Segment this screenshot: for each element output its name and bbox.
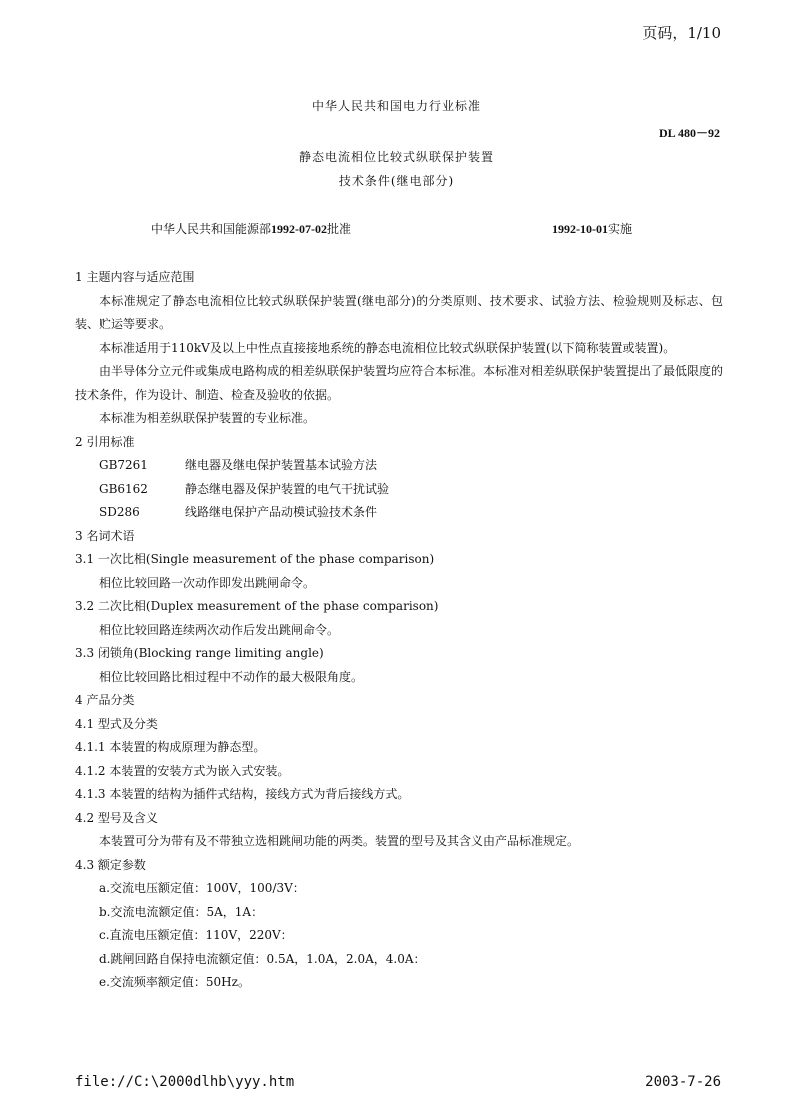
rating-item: b.交流电流额定值：5A，1A： — [99, 904, 264, 919]
definition-text: 相位比较回路连续两次动作后发出跳闸命令。 — [99, 622, 340, 637]
document-subtitle: 技术条件(继电部分) — [338, 174, 455, 188]
reference-title: 线路继电保护产品动模试验技术条件 — [185, 505, 378, 519]
rating-item: a.交流电压额定值：100V，100/3V： — [99, 881, 305, 895]
implementation-suffix: 实施 — [608, 222, 633, 236]
clause: 4.1.3 本装置的结构为插件式结构，接线方式为背后接线方式。 — [75, 787, 410, 801]
approval-suffix: 批准 — [327, 222, 352, 236]
file-path: file://C:\2000dlhb\yyy.htm — [75, 1074, 295, 1090]
reference-item — [75, 454, 723, 478]
reference-code: SD286 — [99, 505, 140, 519]
section-heading: 4 产品分类 — [75, 693, 135, 707]
subsection-heading: 4.2 型号及含义 — [75, 810, 158, 825]
approval-authority: 中华人民共和国能源部 — [151, 222, 272, 236]
document-title: 静态电流相位比较式纵联保护装置 — [298, 150, 494, 164]
approval-line — [151, 220, 351, 237]
definition-text: 相位比较回路比相过程中不动作的最大极限角度。 — [99, 669, 364, 684]
paragraph: 本标准为相差纵联保护装置的专业标准。 — [99, 411, 316, 425]
paragraph: 本装置可分为带有及不带独立选相跳闸功能的两类。装置的型号及其含义由产品标准规定。 — [99, 834, 580, 848]
subsection-heading: 3.1 一次比相(Single measurement of the phase comparison) — [75, 552, 435, 566]
rating-item: d.跳闸回路自保持电流额定值：0.5A，1.0A，2.0A，4.0A： — [99, 951, 426, 966]
reference-item — [75, 501, 723, 525]
standard-organization-title: 中华人民共和国电力行业标准 — [311, 99, 481, 113]
definition-text: 相位比较回路一次动作即发出跳闸命令。 — [99, 575, 316, 590]
reference-code: GB6162 — [99, 481, 148, 496]
print-date: 2003-7-26 — [645, 1074, 721, 1090]
subsection-heading: 4.1 型式及分类 — [75, 716, 158, 731]
rating-item: e.交流频率额定值：50Hz。 — [99, 975, 250, 989]
paragraph: 由半导体分立元件或集成电路构成的相差纵联保护装置均应符合本标准。本标准对相差纵联保护装置提出了最低限度的技术条件，作为设计、制造、检查及验收的依据。 — [75, 364, 724, 402]
page-number: 页码，1/10 — [642, 24, 721, 42]
subsection-heading: 4.3 额定参数 — [75, 857, 146, 872]
implementation-date: 1992-10-01 — [552, 222, 608, 236]
approval-date: 1992-07-02 — [271, 222, 328, 236]
reference-code: GB7261 — [99, 458, 148, 472]
section-heading: 1 主题内容与适应范围 — [75, 270, 195, 284]
clause: 4.1.1 本装置的构成原理为静态型。 — [75, 740, 266, 754]
section-heading: 3 名词术语 — [75, 528, 135, 543]
standard-code: DL 480－92 — [658, 126, 720, 140]
document-body — [75, 266, 723, 995]
paragraph: 本标准规定了静态电流相位比较式纵联保护装置(继电部分)的分类原则、技术要求、试验方法、检验规则及标志、包装、贮运等要求。 — [75, 293, 723, 331]
reference-item — [75, 478, 723, 502]
paragraph: 本标准适用于110kV及以上中性点直接接地系统的静态电流相位比较式纵联保护装置(以下简称装置或装置)。 — [99, 340, 676, 355]
section-heading: 2 引用标准 — [75, 434, 135, 449]
reference-title: 静态继电器及保护装置的电气干扰试验 — [185, 481, 390, 496]
rating-item: c.直流电压额定值：110V，220V： — [99, 928, 293, 942]
implementation-line — [552, 220, 632, 237]
subsection-heading: 3.2 二次比相(Duplex measurement of the phase comparison) — [75, 599, 439, 613]
subsection-heading: 3.3 闭锁角(Blocking range limiting angle) — [75, 646, 324, 660]
clause: 4.1.2 本装置的安装方式为嵌入式安装。 — [75, 763, 290, 778]
reference-title: 继电器及继电保护装置基本试验方法 — [185, 458, 378, 472]
